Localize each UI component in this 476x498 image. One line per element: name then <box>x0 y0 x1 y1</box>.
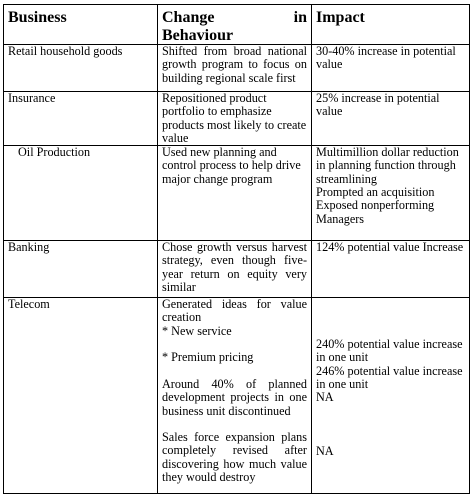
impact-text: 25% increase in potential value <box>316 91 440 119</box>
impact-item: NA <box>316 443 334 458</box>
cell-change <box>158 241 312 298</box>
cell-impact <box>312 146 470 241</box>
impact-text: 124% potential value Increase <box>316 240 464 255</box>
cell-business <box>4 241 158 298</box>
cell-business <box>4 146 158 241</box>
header-business <box>4 5 158 45</box>
business-name: Banking <box>8 240 50 255</box>
cell-impact <box>312 298 470 494</box>
impact-text: Multimillion dollar reduction in planning function through streamlining Prompted an acquisition Exposed nonperforming Managers <box>316 145 459 226</box>
cell-impact <box>312 92 470 146</box>
change-text: Repositioned product portfolio to emphasize products most likely to create value <box>162 91 307 145</box>
table-row-retail <box>4 45 470 92</box>
header-impact <box>312 5 470 45</box>
impact-item: 246% potential value increase in one unit <box>316 363 463 392</box>
cell-change <box>158 146 312 241</box>
business-name: Telecom <box>8 297 50 312</box>
business-change-impact-table <box>3 4 470 494</box>
table-row-oil-production <box>4 146 470 241</box>
table-row-insurance <box>4 92 470 146</box>
cell-business <box>4 45 158 92</box>
change-item: * Premium pricing <box>162 350 254 365</box>
cell-change <box>158 298 312 494</box>
impact-text: 30-40% increase in potential value <box>316 44 456 72</box>
header-row <box>4 5 470 45</box>
header-in-word: in <box>293 9 307 26</box>
header-change-word: Change <box>162 9 215 26</box>
change-text: Used new planning and control process to help drive major change program <box>162 145 301 186</box>
table-row-telecom <box>4 298 470 494</box>
impact-item: 240% potential value increase in one unit <box>316 337 463 365</box>
change-item: * New service <box>162 323 232 338</box>
cell-impact <box>312 241 470 298</box>
business-name: Oil Production <box>18 145 91 160</box>
change-item: Around 40% of planned development projects in one business unit discontinued <box>162 376 307 418</box>
header-change-in-behaviour <box>158 5 312 45</box>
change-item: Sales force expansion plans completely revised after discovering how much value they would destroy <box>162 430 307 485</box>
change-text: Shifted from broad national growth program to focus on building regional scale first <box>162 44 307 85</box>
change-text: Chose growth versus harvest strategy, even though five-year return on equity very similar <box>162 240 307 295</box>
change-item: Generated ideas for value creation <box>162 297 307 325</box>
cell-change <box>158 92 312 146</box>
table-row-banking <box>4 241 470 298</box>
impact-item: NA <box>316 390 334 405</box>
cell-business <box>4 92 158 146</box>
business-name: Retail household goods <box>8 44 123 58</box>
cell-impact <box>312 45 470 92</box>
header-business-label: Business <box>8 9 67 26</box>
cell-change <box>158 45 312 92</box>
header-impact-label: Impact <box>316 9 365 26</box>
cell-business <box>4 298 158 494</box>
business-name: Insurance <box>8 91 56 105</box>
header-behaviour-word: Behaviour <box>162 26 234 44</box>
